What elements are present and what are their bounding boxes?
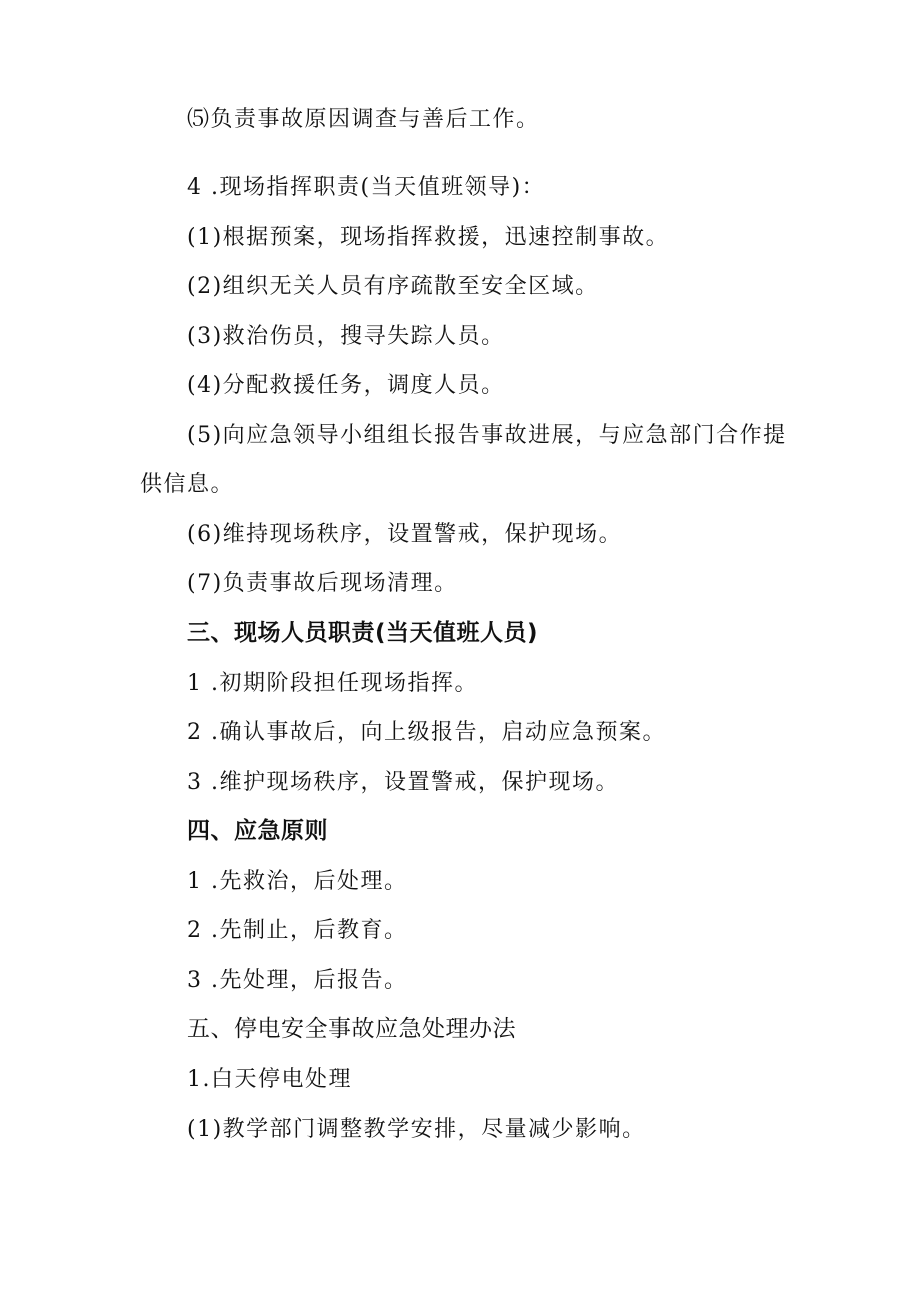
section-heading-4: 四、应急原则 [187, 818, 328, 844]
text-line-item-3: (3)救治伤员，搜寻失踪人员。 [187, 324, 505, 349]
text-line-item-7: (7)负责事故后现场清理。 [187, 571, 458, 596]
text-line-duty-5: ⑸负责事故原因调查与善后工作。 [187, 107, 540, 132]
text-line-item-5-continued: 供信息。 [140, 472, 235, 497]
text-line-item-6: (6)维持现场秩序，设置警戒，保护现场。 [187, 522, 623, 547]
text-line-principle-1: 1 .先救治，后处理。 [187, 869, 408, 894]
text-line-onsite-3: 3 .维护现场秩序，设置警戒，保护现场。 [187, 770, 619, 795]
text-line-daytime-item-1: (1)教学部门调整教学安排，尽量减少影响。 [187, 1117, 646, 1142]
text-line-principle-3: 3 .先处理，后报告。 [187, 968, 408, 993]
section-heading-3: 三、现场人员职责(当天值班人员) [187, 620, 539, 646]
text-line-onsite-1: 1 .初期阶段担任现场指挥。 [187, 671, 478, 696]
section-heading-5: 五、停电安全事故应急处理办法 [187, 1016, 516, 1042]
text-line-item-2: (2)组织无关人员有序疏散至安全区域。 [187, 274, 599, 299]
text-line-daytime-outage: 1.白天停电处理 [187, 1067, 352, 1092]
text-line-item-5: (5)向应急领导小组组长报告事故进展，与应急部门合作提 [187, 423, 787, 448]
text-line-principle-2: 2 .先制止，后教育。 [187, 918, 408, 943]
text-line-onsite-2: 2 .确认事故后，向上级报告，启动应急预案。 [187, 720, 666, 745]
text-line-section-4-title: 4 .现场指挥职责(当天值班领导)： [187, 175, 546, 200]
text-line-item-4: (4)分配救援任务，调度人员。 [187, 373, 505, 398]
text-line-item-1: (1)根据预案，现场指挥救援，迅速控制事故。 [187, 225, 670, 250]
